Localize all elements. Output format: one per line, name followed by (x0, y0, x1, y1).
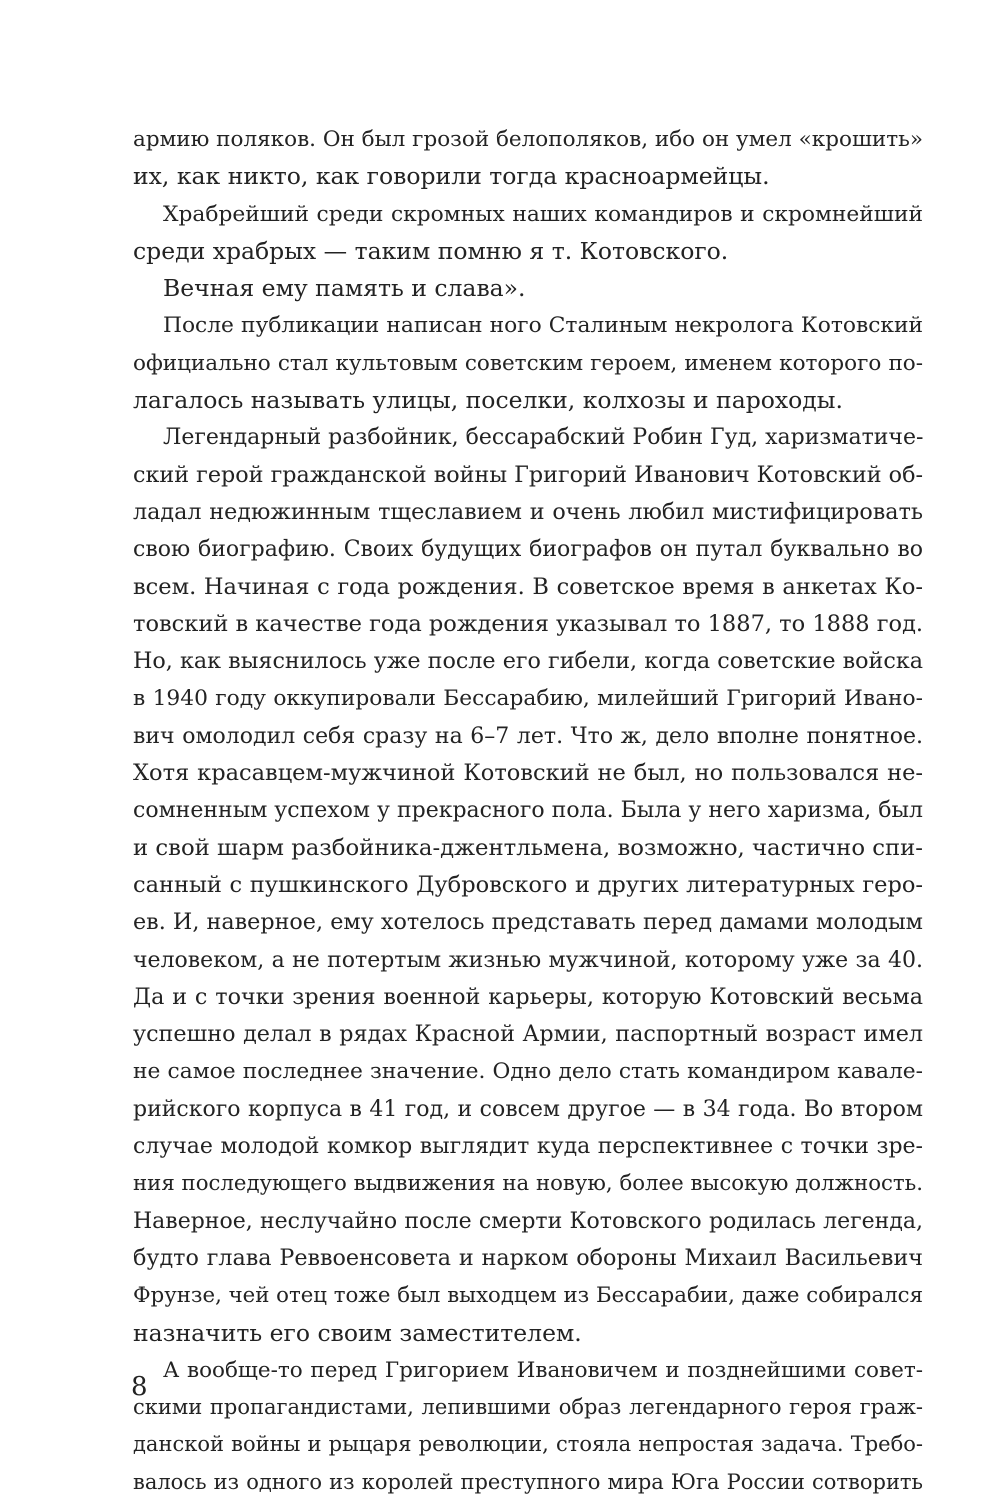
text-line: Вечная ему память и слава». (163, 274, 526, 303)
text-line: успешно делал в рядах Красной Армии, паспортный возраст имел (133, 1021, 923, 1048)
text-line: армию поляков. Он был грозой белополяков, ибо он умел «крошить» (133, 127, 924, 152)
text-line: скими пропагандистами, лепившими образ легендарного героя граж- (133, 1395, 923, 1420)
text-line: случае молодой комкор выглядит куда перспективнее с точки зре- (133, 1134, 923, 1160)
text-line: свою биографию. Своих будущих биографов он путал буквально во (133, 537, 923, 563)
text-line: и свой шарм разбойника-джентльмена, возможно, частично спи- (133, 834, 923, 861)
text-line: ский герой гражданской войны Григорий Иванович Котовский об- (133, 461, 923, 488)
text-line: Легендарный разбойник, бессарабский Робин Гуд, харизматиче- (163, 425, 924, 451)
text-line: Но, как выяснилось уже после его гибели, когда советские войска (133, 648, 923, 675)
text-line: А вообще-то перед Григорием Ивановичем и позднейшими совет- (163, 1357, 923, 1383)
text-line: Фрунзе, чей отец тоже был выходцем из Бессарабии, даже собирался (133, 1283, 923, 1309)
text-line: будто глава Реввоенсовета и нарком обороны Михаил Васильевич (133, 1244, 923, 1271)
text-line: всем. Начиная с года рождения. В советское время в анкетах Ко- (133, 573, 923, 600)
text-line: ния последующего выдвижения на новую, более высокую должность. (133, 1171, 923, 1197)
text-line: Наверное, неслучайно после смерти Котовского родилась легенда, (133, 1208, 923, 1234)
text-line: вич омолодил себя сразу на 6–7 лет. Что ж, дело вполне понятное. (133, 723, 923, 749)
text-line: Хотя красавцем-мужчиной Котовский не был, но пользовался не- (133, 760, 923, 787)
page-number: 8 (131, 1372, 148, 1402)
text-line: Да и с точки зрения военной карьеры, которую Котовский весьма (133, 983, 923, 1010)
text-line: человеком, а не потертым жизнью мужчиной, которому уже за 40. (133, 947, 923, 973)
text-line: среди храбрых — таким помню я т. Котовского. (133, 236, 729, 265)
text-line: санный с пушкинского Дубровского и других литературных геро- (133, 871, 923, 898)
text-line: После публикации написан ного Сталиным некролога Котовский (163, 313, 923, 339)
text-line: официально стал культовым советским героем, именем которого по- (133, 350, 923, 376)
page-body-text (133, 121, 923, 1501)
text-line: товский в качестве года рождения указывал то 1887, то 1888 год. (133, 610, 924, 637)
text-line: их, как никто, как говорили тогда красноармейцы. (133, 162, 770, 191)
text-line: лагалось называть улицы, поселки, колхозы и пароходы. (133, 386, 843, 415)
text-line: данской войны и рыцаря революции, стояла непростая задача. Требо- (133, 1432, 923, 1457)
text-line: ев. И, наверное, ему хотелось представать перед дамами молодым (133, 909, 923, 936)
text-line: рийского корпуса в 41 год, и совсем другое — в 34 года. Во втором (133, 1096, 923, 1122)
text-line: ладал недюжинным тщеславием и очень любил мистифицировать (133, 498, 923, 525)
text-line: назначить его своим заместителем. (133, 1318, 582, 1347)
text-line: сомненным успехом у прекрасного пола. Была у него харизма, был (133, 798, 924, 824)
text-line: валось из одного из королей преступного мира Юга России сотворить (133, 1469, 923, 1494)
text-line: Храбрейший среди скромных наших командиров и скромнейший (163, 201, 923, 227)
text-line: в 1940 году оккупировали Бессарабию, милейший Григорий Ивано- (133, 686, 923, 712)
text-line: не самое последнее значение. Одно дело стать командиром кавале- (133, 1059, 923, 1085)
